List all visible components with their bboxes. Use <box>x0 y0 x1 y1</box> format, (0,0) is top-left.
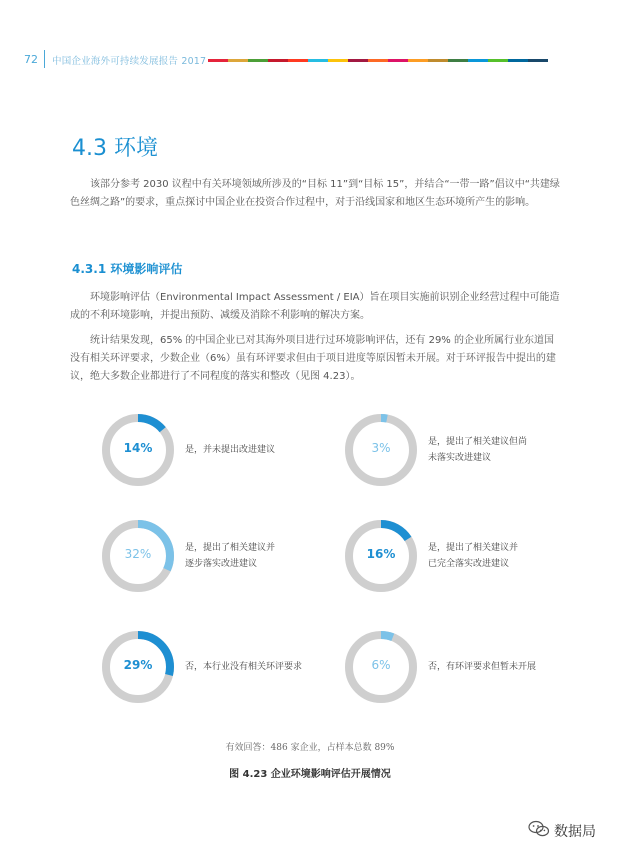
color-bar-segment <box>388 59 408 62</box>
color-bar-segment <box>268 59 288 62</box>
color-bar-segment <box>448 59 468 62</box>
color-bar-segment <box>228 59 248 62</box>
donut-label-line: 是，提出了相关建议并 <box>185 543 276 553</box>
donut-value: 16% <box>366 547 396 561</box>
donut-label <box>185 442 275 458</box>
header-divider <box>44 50 45 68</box>
color-bar-segment <box>328 59 348 62</box>
donut-6 <box>341 627 421 707</box>
color-bar-segment <box>308 59 328 62</box>
subsection-title: 4.3.1 环境影响评估 <box>72 261 183 276</box>
donut-label-line: 是，并未提出改进建议 <box>185 445 276 455</box>
color-bar-segment <box>368 59 388 62</box>
section-intro: 该部分参考 2030 议程中有关环境领域所涉及的“目标 11”到“目标 15”，并结合“一带一路”倡议中“共建绿色丝绸之路”的要求，重点探讨中国企业在投资合作过程中，对于沿线国家和地区生态环境所产生的影响。 <box>70 179 560 208</box>
donut-label-line: 已完全落实改进建议 <box>428 559 510 569</box>
chart-note: 有效回答：486 家企业，占样本总数 89% <box>225 743 395 753</box>
donut-label <box>185 540 275 572</box>
donut-label-line: 是，提出了相关建议并 <box>428 543 519 553</box>
section-title: 4.3 环境 <box>72 135 158 161</box>
color-bar-segment <box>248 59 268 62</box>
donut-label <box>428 659 536 675</box>
page-number: 72 <box>24 53 38 66</box>
donut-label <box>428 434 527 466</box>
color-bar-segment <box>508 59 528 62</box>
color-bar-segment <box>488 59 508 62</box>
donut-3 <box>98 516 178 596</box>
donut-2 <box>341 410 421 490</box>
donut-1 <box>98 410 178 490</box>
color-bar-segment <box>468 59 488 62</box>
donut-label <box>185 659 302 675</box>
donut-value: 3% <box>371 441 391 455</box>
color-bar-segment <box>528 59 548 62</box>
donut-label-line: 否，有环评要求但暂未开展 <box>428 662 537 672</box>
donut-4 <box>341 516 421 596</box>
page-header <box>0 48 620 70</box>
donut-5 <box>98 627 178 707</box>
figure-caption: 图 4.23 企业环境影响评估开展情况 <box>229 769 391 780</box>
color-bar-segment <box>408 59 428 62</box>
color-bar-segment <box>348 59 368 62</box>
report-title: 中国企业海外可持续发展报告 2017 <box>52 56 207 67</box>
color-bar-segment <box>428 59 448 62</box>
donut-label-line: 否，本行业没有相关环评要求 <box>185 662 303 672</box>
color-bar-segment <box>288 59 308 62</box>
watermark <box>528 820 596 842</box>
subsection-paragraph-1: 环境影响评估（Environmental Impact Assessment / EIA）旨在项目实施前识别企业经营过程中可能造成的不利环境影响，并提出预防、减缓及消除不利影响的解决方案。 <box>70 292 560 321</box>
donut-label <box>428 540 518 572</box>
donut-value: 14% <box>123 441 153 455</box>
subsection-paragraph-2: 统计结果发现，65% 的中国企业已对其海外项目进行过环境影响评估，还有 29% 的企业所属行业东道国没有相关环评要求，少数企业（6%）虽有环评要求但由于项目进度等原因暂未开展。对于环评报告中提出的建议，绝大多数企业都进行了不同程度的落实和整改（见图 4.23）。 <box>70 335 556 382</box>
donut-value: 29% <box>123 658 153 672</box>
color-bar-segment <box>208 59 228 62</box>
donut-label-line: 逐步落实改进建议 <box>185 559 258 569</box>
donut-value: 32% <box>124 547 152 561</box>
donut-label-line: 未落实改进建议 <box>428 453 492 463</box>
donut-value: 6% <box>371 658 391 672</box>
watermark-text: 数据局 <box>554 824 596 840</box>
header-color-bar <box>208 59 548 62</box>
wechat-icon <box>528 820 550 842</box>
donut-label-line: 是，提出了相关建议但尚 <box>428 437 528 447</box>
